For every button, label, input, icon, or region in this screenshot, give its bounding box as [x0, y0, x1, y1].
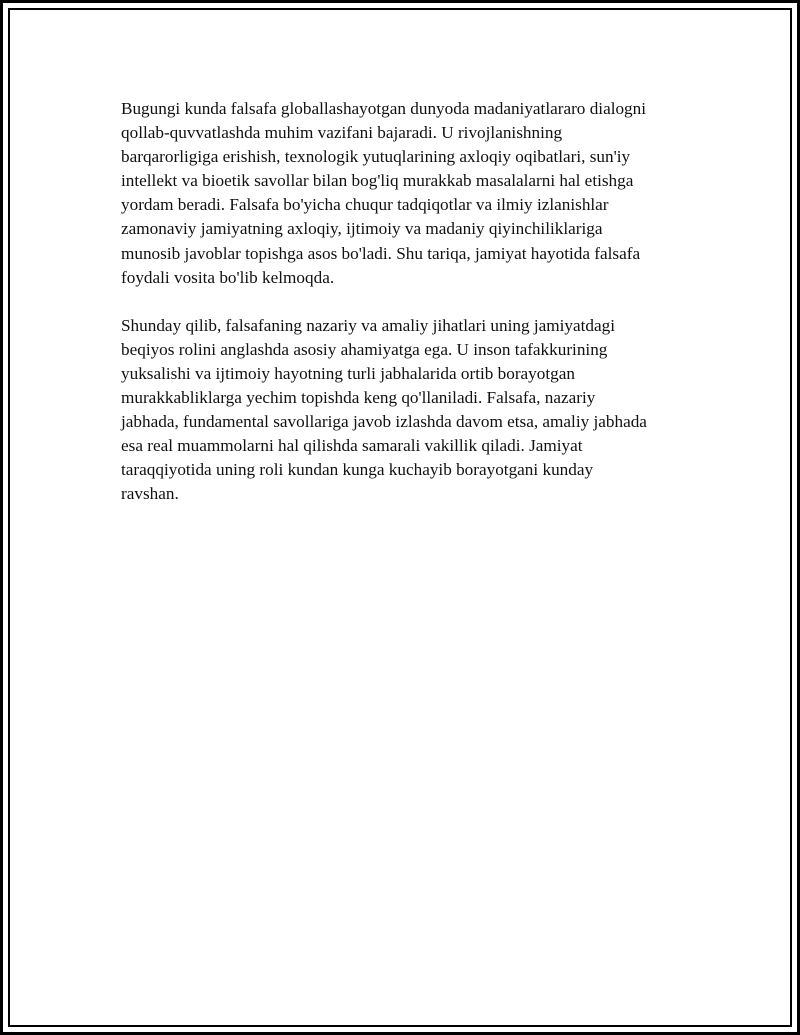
document-body — [121, 97, 696, 531]
paragraph-1: Bugungi kunda falsafa globallashayotgan dunyoda madaniyatlararo dialogni qollab-quvvatlashda muhim vazifani bajaradi. U rivojlanishning barqarorligiga erishish, texnologik yutuqlarining axloqiy oqibatlari, sun'iy intellekt va bioetik savollar bilan bog'liq murakkab masalalarni hal etishga yordam beradi. Falsafa bo'yicha chuqur tadqiqotlar va ilmiy izlanishlar zamonaviy jamiyatning axloqiy, ijtimoiy va madaniy qiyinchiliklariga munosib javoblar topishga asos bo'ladi. Shu tariqa, jamiyat hayotida falsafa foydali vosita bo'lib kelmoqda. — [121, 99, 647, 287]
paragraph-2: Shunday qilib, falsafaning nazariy va amaliy jihatlari uning jamiyatdagi beqiyos rolini anglashda asosiy ahamiyatga ega. U inson tafakkurining yuksalishi va ijtimoiy hayotning turli jabhalarida ortib borayotgan murakkabliklarga yechim topishda keng qo'llaniladi. Falsafa, nazariy jabhada, fundamental savollariga javob izlashda davom etsa, amaliy jabhada esa real muammolarni hal qilishda samarali vakillik qiladi. Jamiyat taraqqiyotida uning roli kundan kunga kuchayib borayotgani kunday ravshan. — [121, 315, 647, 504]
